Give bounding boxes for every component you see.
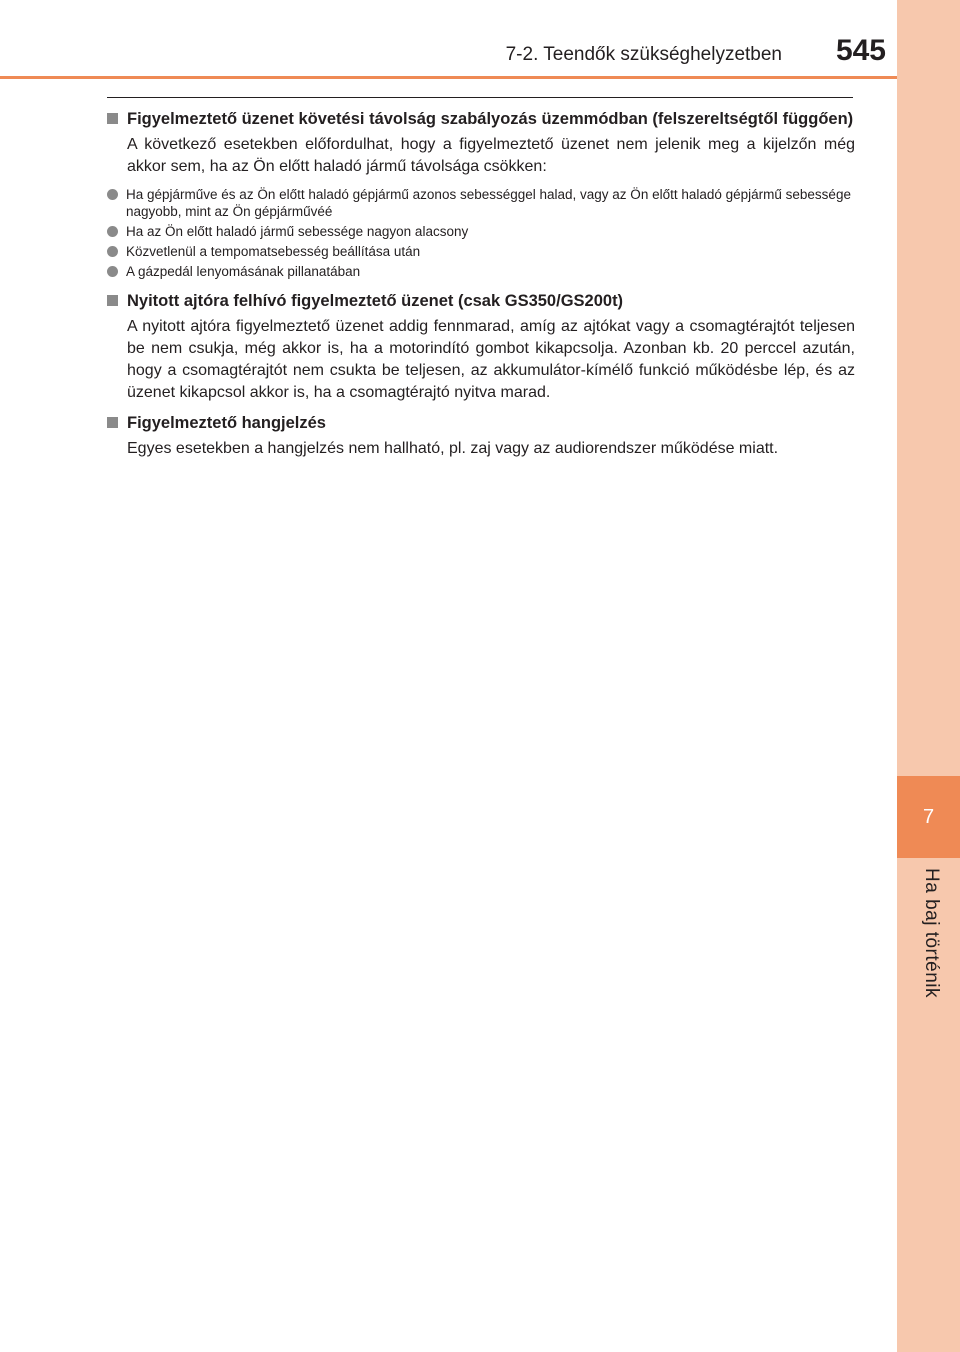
section-paragraph: Egyes esetekben a hangjelzés nem hallható, pl. zaj vagy az audiorendszer működése miatt.: [127, 440, 779, 457]
square-bullet-icon: [107, 417, 118, 428]
round-bullet-icon: [107, 266, 118, 277]
list-item: [107, 243, 855, 260]
round-bullet-icon: [107, 189, 118, 200]
side-tab: [897, 0, 960, 1352]
section-rule: [107, 97, 853, 98]
chapter-title: Ha baj történik: [921, 868, 942, 999]
square-bullet-icon: [107, 295, 118, 306]
bullet-list: [107, 186, 855, 280]
section-heading-open-door: [107, 290, 855, 312]
heading-text: Figyelmeztető hangjelzés: [127, 414, 326, 432]
list-item: [107, 263, 855, 280]
heading-text: Nyitott ajtóra felhívó figyelmeztető üzenet (csak GS350/GS200t): [127, 292, 624, 310]
chapter-number: 7: [922, 805, 935, 828]
list-item: [107, 186, 855, 220]
section-paragraph: A nyitott ajtóra figyelmeztető üzenet addig fennmarad, amíg az ajtókat vagy a csomagtérajtót teljesen be nem csukja, még akkor is, ha a motorindító gombot kikapcsolja. Azonban kb. 20 perccel azután, hogy a csomagtérajtót nem csukta be teljesen, az akkumulátor-kímélő funkció működésbe lép, és az üzenet kikapcsol akkor is, ha a csomagtérajtó nyitva marad.: [127, 318, 855, 401]
header-rule: [0, 76, 897, 79]
page-content: [107, 108, 855, 468]
list-item-text: A gázpedál lenyomásának pillanatában: [126, 264, 361, 279]
list-item-text: Közvetlenül a tempomatsebesség beállítása után: [126, 244, 421, 259]
round-bullet-icon: [107, 226, 118, 237]
round-bullet-icon: [107, 246, 118, 257]
square-bullet-icon: [107, 113, 118, 124]
section-title: 7-2. Teendők szükséghelyzetben: [505, 44, 782, 65]
page-number: 545: [835, 34, 886, 67]
list-item: [107, 223, 855, 240]
section-heading-warning-sound: [107, 412, 855, 434]
list-item-text: Ha gépjárműve és az Ön előtt haladó gépjármű azonos sebességgel halad, vagy az Ön előtt haladó gépjármű sebessége nagyobb, mint az Ön gépjárművéé: [126, 187, 851, 219]
chapter-number-tab: [897, 776, 960, 858]
section-heading-following-distance: [107, 108, 855, 130]
list-item-text: Ha az Ön előtt haladó jármű sebessége nagyon alacsony: [126, 224, 469, 239]
heading-text: Figyelmeztető üzenet követési távolság szabályozás üzemmódban (felszereltségtől függően): [127, 110, 854, 128]
section-paragraph: A következő esetekben előfordulhat, hogy a figyelmeztető üzenet nem jelenik meg a kijelzőn még akkor sem, ha az Ön előtt haladó jármű távolsága csökken:: [127, 136, 855, 175]
